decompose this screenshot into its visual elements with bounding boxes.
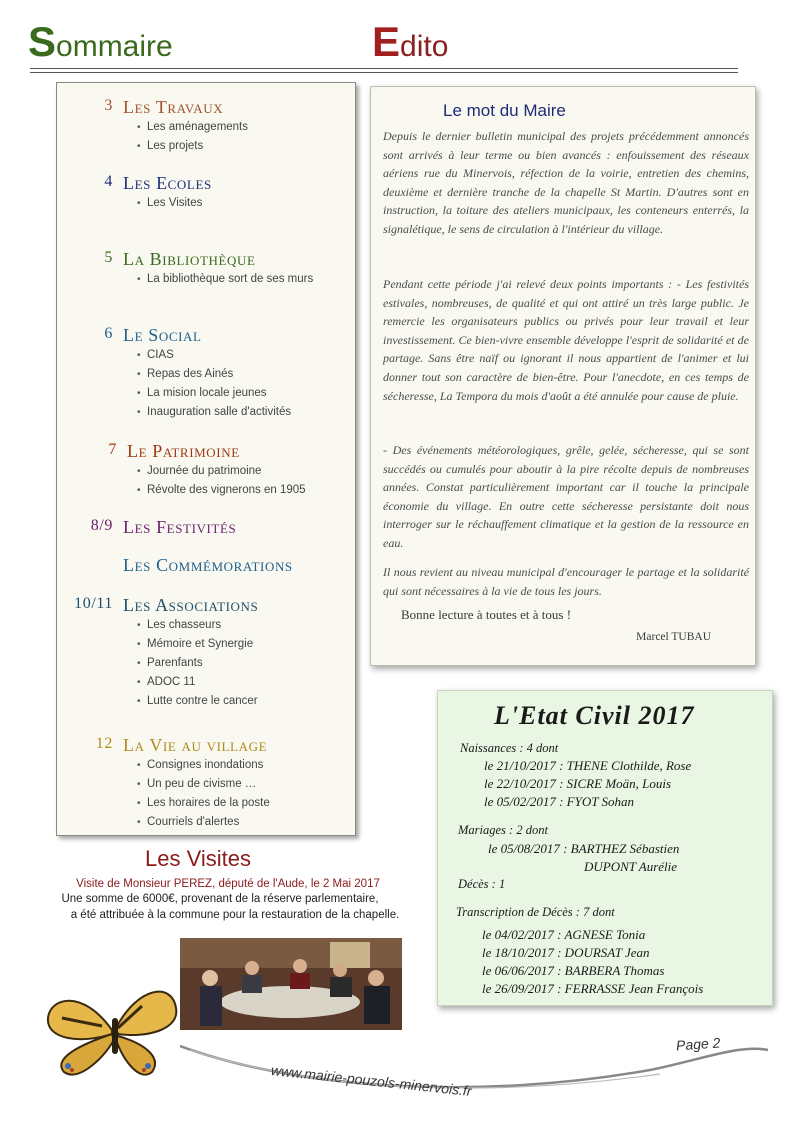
toc-page-number: 3 [104,97,113,114]
toc-item[interactable]: • Parenfants [57,654,357,673]
toc-page-number: 6 [104,325,113,342]
toc-page-number: 10/11 [74,595,113,612]
deces-label: Décès : 1 [458,877,506,891]
toc-item[interactable]: • CIAS [57,346,357,365]
toc-section [57,441,357,500]
table-of-contents [56,82,356,836]
toc-item[interactable]: • ADOC 11 [57,673,357,692]
edito-heading [372,18,448,66]
toc-item[interactable]: • Repas des Ainés [57,365,357,384]
naissances-label: Naissances : 4 dont [460,741,559,755]
toc-section-title[interactable]: Les Travaux [123,97,224,117]
transcription-label: Transcription de Décès : 7 dont [456,905,615,919]
edito-title: Le mot du Maire [443,101,566,120]
edito-heading-initial: E [372,18,401,65]
toc-section [57,735,357,832]
toc-page-number [57,555,123,576]
toc-item[interactable]: • La bibliothèque sort de ses murs [57,270,357,289]
naissance-entry: le 22/10/2017 : SICRE Moän, Louis [484,776,672,791]
toc-section-title[interactable]: Le Social [123,325,202,345]
toc-item[interactable]: • Les projets [57,137,357,156]
toc-item[interactable]: • Les horaires de la poste [57,794,357,813]
toc-page-number: 5 [104,249,113,266]
visites-text: a été attribuée à la commune pour la restauration de la chapelle. [70,909,400,921]
butterfly-illustration [42,978,184,1078]
toc-item[interactable]: • Journée du patrimoine [57,462,357,481]
edito-signature: Marcel TUBAU [636,631,711,643]
transcription-entry: le 06/06/2017 : BARBERA Thomas [482,963,665,978]
mariage-entry: le 05/08/2017 : BARTHEZ Sébastien [488,841,680,856]
toc-item[interactable]: • Révolte des vignerons en 1905 [57,481,357,500]
toc-page-number: 8/9 [90,517,113,534]
edito-paragraph: Pendant cette période j'ai relevé deux points importants : - Les festivités estivales, nombreuses, de qualité et qui ont attiré un très large public. Je remercie les organisateurs publics ou privés pour leur travail et leur investissement. Ce bien-vivre ensemble développe l'esprit de solidarité et de partage. Sans être naïf ou ignorant il nous appartient de l'animer et lui donner tout son caractère de bien-être. Pour l'anecdote, en ces temps de sécheresse, La Tempora du mois d'août a été annulée pour cause de pluie. [383,277,749,403]
toc-item[interactable]: • Inauguration salle d'activités [57,403,357,422]
etat-civil-title: L'Etat Civil 2017 [494,701,695,730]
toc-section-title[interactable]: Les Associations [123,595,259,615]
toc-section [57,555,357,576]
toc-section [57,173,357,213]
sommaire-heading [28,18,173,66]
toc-page-number: 7 [108,441,117,458]
edito-closing: Bonne lecture à toutes et à tous ! [401,607,572,622]
toc-section [57,517,357,538]
toc-section [57,595,357,711]
transcription-entry: le 26/09/2017 : FERRASSE Jean François [482,981,704,996]
toc-section [57,249,357,289]
toc-item[interactable]: • Consignes inondations [57,756,357,775]
visites-title: Les Visites [145,846,251,871]
edito-heading-rest: dito [400,30,449,63]
toc-item[interactable]: • Mémoire et Synergie [57,635,357,654]
visites-subtitle: Visite de Monsieur PEREZ, député de l'Aude, le 2 Mai 2017 [76,878,380,890]
sommaire-heading-rest: ommaire [56,30,173,63]
toc-item[interactable]: • Un peu de civisme … [57,775,357,794]
visites-text: Une somme de 6000€, provenant de la réserve parlementaire, [61,893,379,905]
edito-paragraph: Depuis le dernier bulletin municipal des projets précédemment annoncés sont arrivés à leur terme ou bien avancés : enfouissement des réseaux aériens rue du Minervois, réfection de la voirie, entretien des chemins, deuxième et dernière tranche de la chapelle St Martin. D'autres sont en instruction, la toiture des ateliers municipaux, les conteneurs enterrés, la signalétique, le sens de circulation à l'intérieur du village. [383,129,749,236]
toc-page-number: 12 [95,735,113,752]
mariage-entry-spouse: DUPONT Aurélie [584,859,678,874]
header-divider [30,68,738,73]
toc-item[interactable]: • Les chasseurs [57,616,357,635]
sommaire-heading-initial: S [28,18,57,65]
toc-section-title[interactable]: La Vie au village [123,735,268,755]
toc-section-title[interactable]: Les Festivités [123,517,237,537]
toc-item[interactable]: • La mision locale jeunes [57,384,357,403]
website-link[interactable]: www.mairie-pouzols-minervois.fr [270,1062,473,1099]
toc-item[interactable]: • Lutte contre le cancer [57,692,357,711]
toc-section [57,325,357,422]
toc-section-title[interactable]: La Bibliothèque [123,249,256,269]
toc-page-number: 4 [104,173,113,190]
naissance-entry: le 05/02/2017 : FYOT Sohan [484,794,634,809]
edito-paragraph: Il nous revient au niveau municipal d'encourager le partage et la solidarité qui sont nécessaires à la vie de tous les jours. [383,565,749,598]
toc-section [57,97,357,156]
page-number: Page 2 [675,1034,721,1054]
edito-panel [370,86,756,666]
toc-section-title[interactable]: Les Commémorations [123,555,293,575]
toc-section-title[interactable]: Les Ecoles [123,173,212,193]
toc-item[interactable]: • Courriels d'alertes [57,813,357,832]
toc-item[interactable]: • Les aménagements [57,118,357,137]
transcription-entry: le 18/10/2017 : DOURSAT Jean [482,945,650,960]
footer-swoosh [180,1020,770,1100]
edito-paragraph: - Des événements météorologiques, grêle, gelée, sécheresse, qui se sont succédés ou cumulés pour aboutir à la pire récolte depuis de nombreuses années. Constat particulièrement important car il touche la principale économie du village. En outre cette sécheresse persistante doit nous interroger sur le réchauffement climatique et la gestion de la ressource en eau. [383,443,749,550]
transcription-entry: le 04/02/2017 : AGNESE Tonia [482,927,646,942]
toc-section-title[interactable]: Le Patrimoine [127,441,240,461]
etat-civil-panel [437,690,773,1006]
naissance-entry: le 21/10/2017 : THENE Clothilde, Rose [484,758,692,773]
toc-item[interactable]: • Les Visites [57,194,357,213]
visit-photo [180,938,402,1030]
mariages-label: Mariages : 2 dont [458,823,548,837]
